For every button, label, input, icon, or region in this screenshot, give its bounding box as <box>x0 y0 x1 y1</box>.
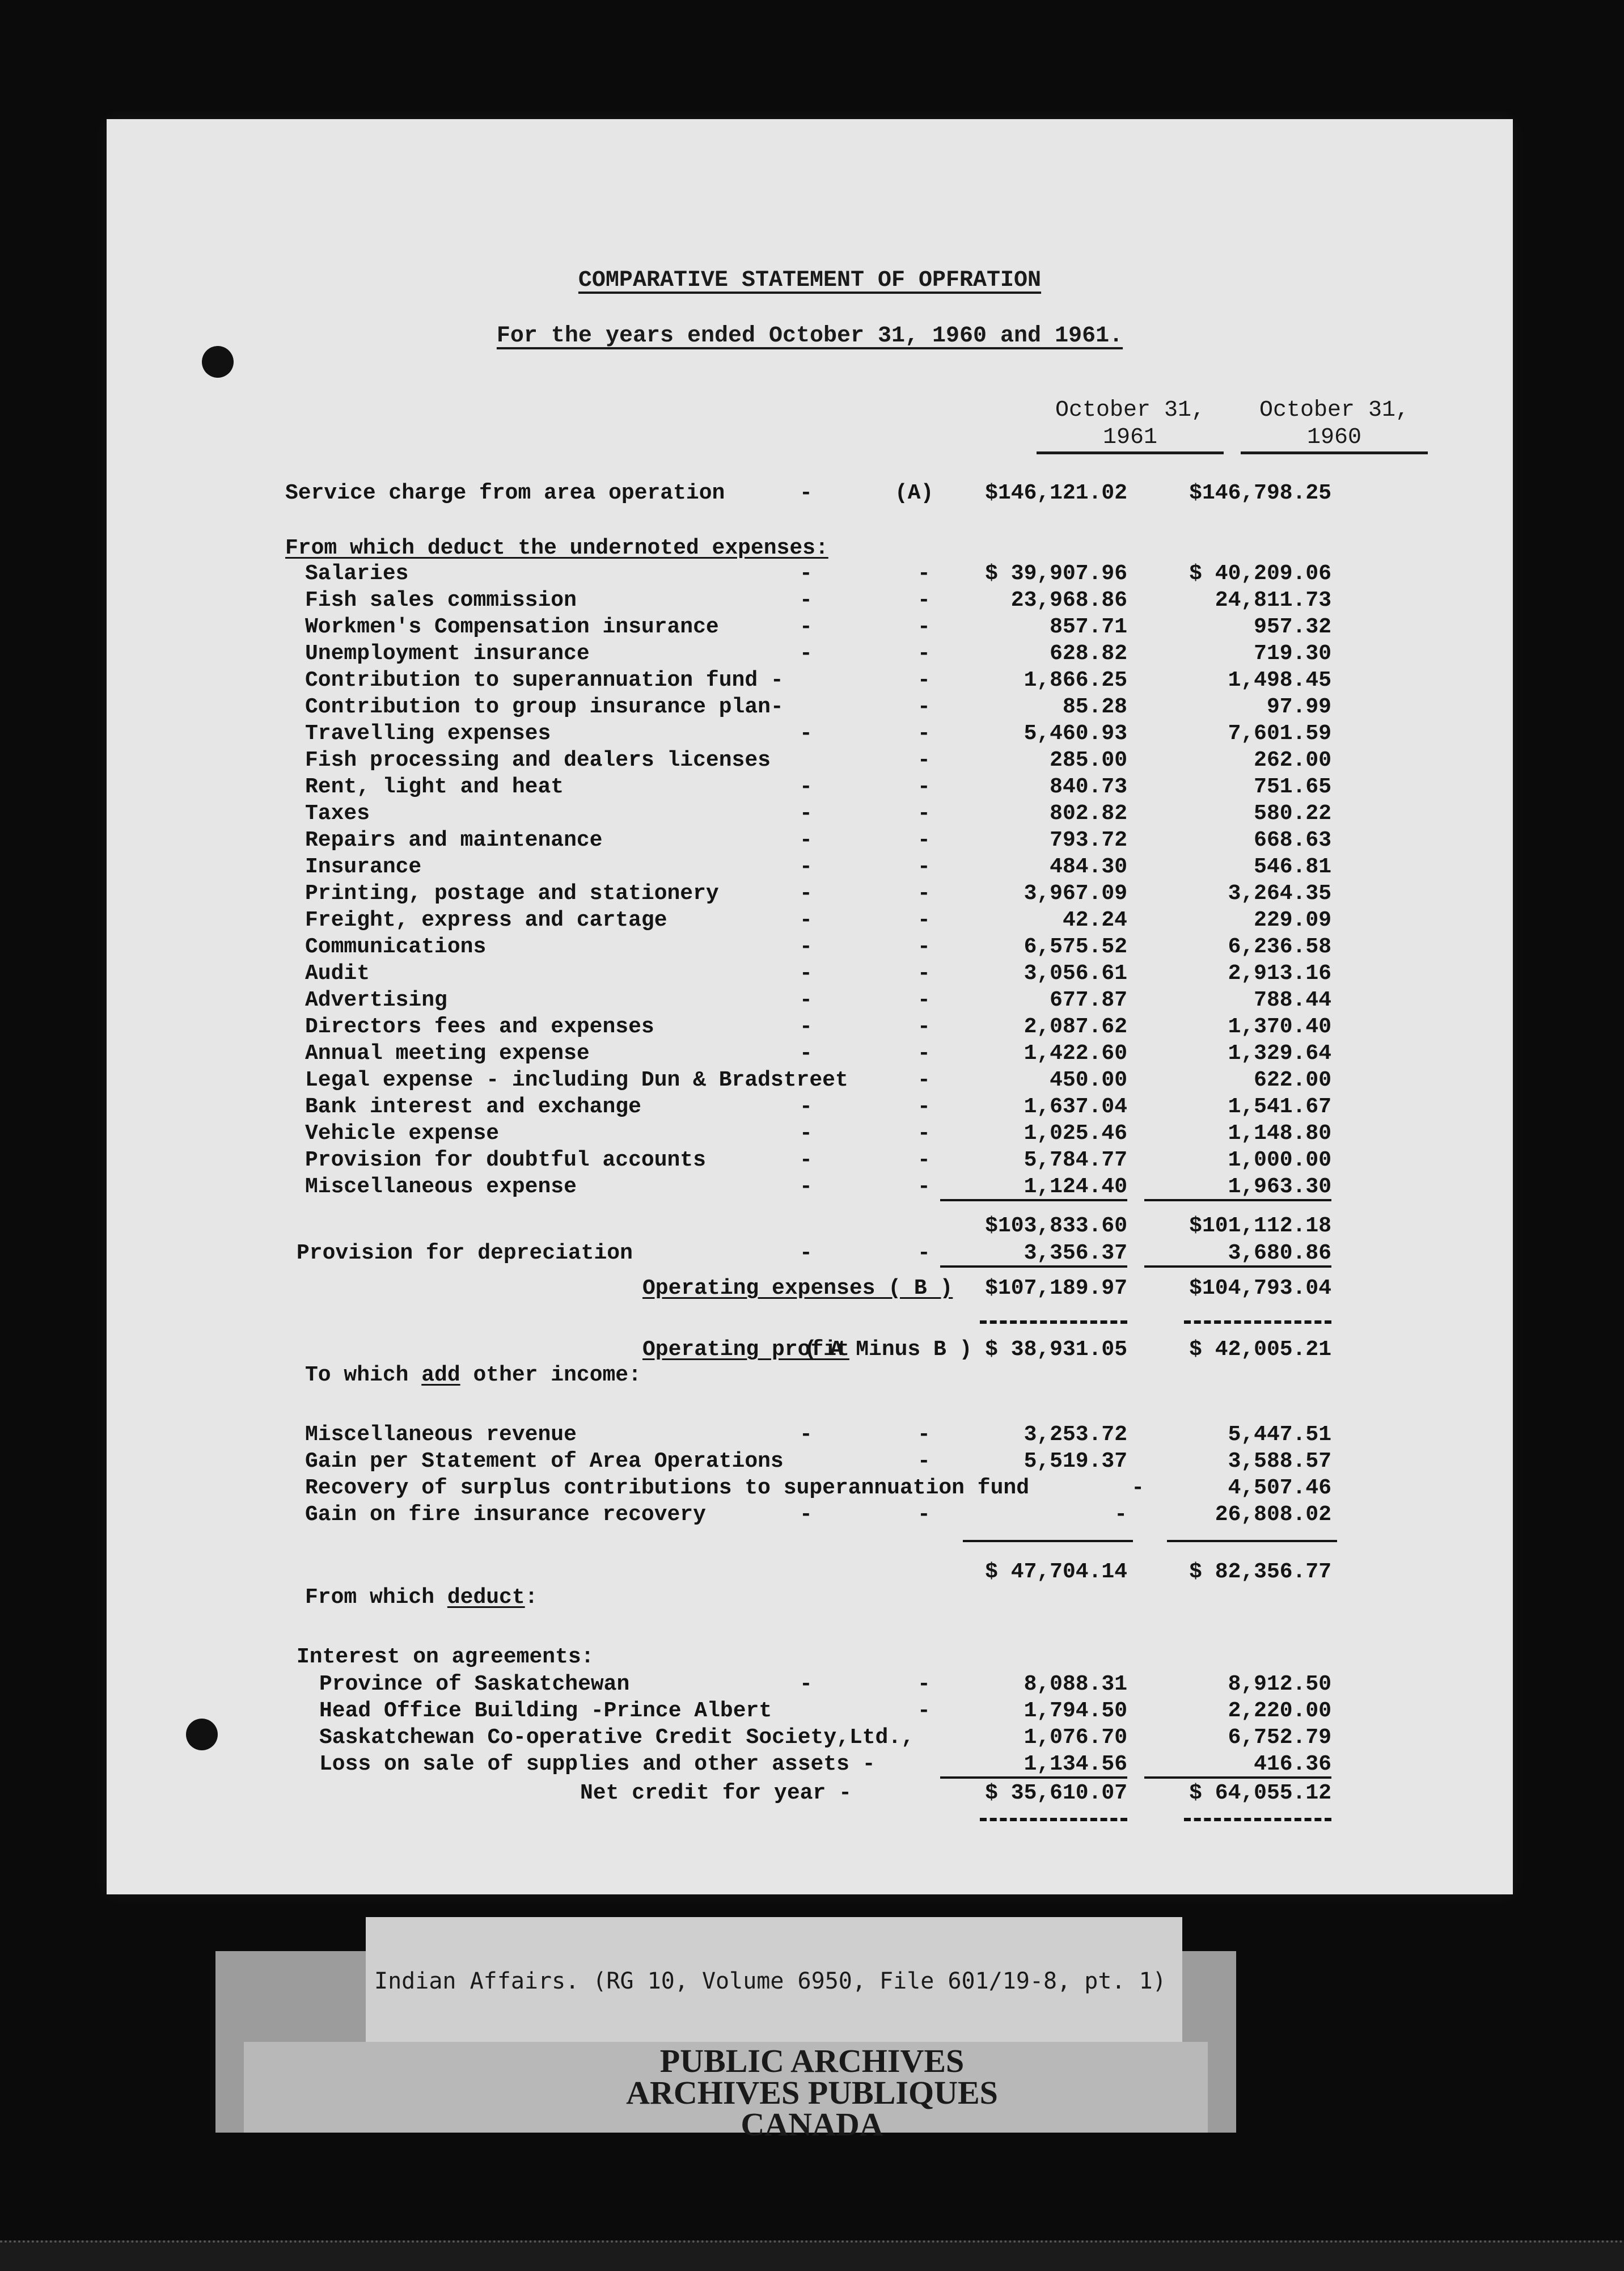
value-1960: 1,963.30 <box>1144 1175 1331 1201</box>
expenses-subtotal-row <box>107 1214 1513 1240</box>
interest-row <box>107 1672 1513 1698</box>
row-label: Operating expenses ( B ) <box>642 1276 953 1301</box>
dash-mark: - <box>917 1449 931 1474</box>
value-1961: - <box>1114 1502 1127 1527</box>
value-1960: 1,541.67 <box>1228 1095 1331 1119</box>
dash-mark: - <box>917 1422 931 1447</box>
total-income-row <box>107 1560 1513 1586</box>
dash-mark: - <box>800 721 813 746</box>
dash-mark: - <box>917 721 931 746</box>
row-label: Province of Saskatchewan <box>319 1672 630 1696</box>
dash-mark: - <box>917 801 931 826</box>
interest-row <box>107 1699 1513 1725</box>
row-label: Gain on fire insurance recovery <box>305 1502 706 1527</box>
dash-mark: - <box>800 481 813 505</box>
expense-row <box>107 988 1513 1014</box>
dash-mark: - <box>917 1068 931 1092</box>
value-1960: 788.44 <box>1254 988 1331 1012</box>
column-header-1961: October 31, 1961 <box>1037 397 1224 454</box>
row-label: Vehicle expense <box>305 1121 500 1146</box>
expense-row <box>107 1068 1513 1094</box>
depreciation-row <box>107 1241 1513 1267</box>
dash-mark: - <box>800 1422 813 1447</box>
value-1961: 8,088.31 <box>1024 1672 1127 1696</box>
expense-row <box>107 855 1513 881</box>
value-1960: 622.00 <box>1254 1068 1331 1092</box>
expense-row <box>107 828 1513 854</box>
value-1960: 5,447.51 <box>1228 1422 1331 1447</box>
value-1960: 719.30 <box>1254 641 1331 666</box>
row-label: Saskatchewan Co-operative Credit Society,Ltd., <box>319 1725 914 1750</box>
value-1960: $ 40,209.06 <box>1189 562 1331 586</box>
row-label: Provision for depreciation <box>297 1241 633 1265</box>
dash-mark: - <box>800 588 813 613</box>
other-income-row <box>107 1476 1513 1502</box>
dash-mark: - <box>917 615 931 639</box>
expense-row <box>107 1175 1513 1201</box>
value-1960: $ 42,005.21 <box>1189 1337 1331 1362</box>
archive-stamp: PUBLIC ARCHIVES ARCHIVES PUBLIQUES CANADA <box>626 2042 998 2143</box>
row-label: Provision for doubtful accounts <box>305 1148 706 1172</box>
dash-mark: - <box>917 1699 931 1723</box>
value-1960: 2,220.00 <box>1228 1699 1331 1723</box>
row-label: Gain per Statement of Area Operations <box>305 1449 784 1474</box>
row-label: Advertising <box>305 988 447 1012</box>
double-underline <box>980 1818 1127 1821</box>
row-label: From which deduct: <box>305 1585 538 1610</box>
dash-mark: - <box>917 1041 931 1066</box>
dash-mark: - <box>800 1175 813 1199</box>
service-charge-row <box>107 481 1513 507</box>
value-1960: 1,148.80 <box>1228 1121 1331 1146</box>
dash-mark: - <box>917 748 931 773</box>
value-1961: 1,637.04 <box>1024 1095 1127 1119</box>
interest-row <box>107 1725 1513 1751</box>
dash-mark: - <box>800 828 813 852</box>
row-label: Taxes <box>305 801 370 826</box>
dash-mark: - <box>917 855 931 879</box>
value-1961: 23,968.86 <box>1010 588 1127 613</box>
punch-hole <box>202 346 234 378</box>
value-1960: 751.65 <box>1254 775 1331 799</box>
value-1960: 3,264.35 <box>1228 881 1331 906</box>
value-1961: 3,967.09 <box>1024 881 1127 906</box>
add-income-heading <box>107 1363 1513 1389</box>
value-1961: 857.71 <box>1050 615 1127 639</box>
emphasis-word: add <box>421 1363 460 1387</box>
expense-row <box>107 668 1513 694</box>
value-1961: 1,124.40 <box>940 1175 1127 1201</box>
expense-row <box>107 748 1513 774</box>
value-1961: 85.28 <box>1062 695 1127 719</box>
value-1961: 5,784.77 <box>1024 1148 1127 1172</box>
dash-mark: - <box>800 1241 813 1265</box>
dash-mark: - <box>917 961 931 986</box>
dash-mark: - <box>917 1121 931 1146</box>
dash-mark: - <box>917 668 931 693</box>
dash-mark: - <box>917 881 931 906</box>
row-label: Net credit for year - <box>580 1781 852 1805</box>
expense-row <box>107 935 1513 961</box>
row-label: Repairs and maintenance <box>305 828 603 852</box>
dash-mark: - <box>917 1015 931 1039</box>
dash-mark: - <box>800 1121 813 1146</box>
row-label: Insurance <box>305 855 422 879</box>
expense-row <box>107 961 1513 987</box>
net-credit-row <box>107 1781 1513 1807</box>
value-1960: 4,507.46 <box>1228 1476 1331 1500</box>
expense-row <box>107 588 1513 614</box>
value-1960: 668.63 <box>1254 828 1331 852</box>
value-1961: 1,422.60 <box>1024 1041 1127 1066</box>
value-1960: 97.99 <box>1266 695 1331 719</box>
dash-mark: - <box>917 935 931 959</box>
interest-row <box>107 1752 1513 1778</box>
archive-reference: Indian Affairs. (RG 10, Volume 6950, File 601/19-8, pt. 1) <box>374 1968 1166 1994</box>
row-label: Miscellaneous revenue <box>305 1422 577 1447</box>
row-label: Communications <box>305 935 487 959</box>
dash-mark: - <box>917 1672 931 1696</box>
row-label: Operating profit <box>642 1337 849 1362</box>
row-label: Interest on agreements: <box>297 1645 594 1669</box>
value-1960: 6,752.79 <box>1228 1725 1331 1750</box>
total-rule <box>963 1540 1133 1542</box>
value-1961: 3,356.37 <box>940 1241 1127 1268</box>
row-label: Audit <box>305 961 370 986</box>
row-label: Annual meeting expense <box>305 1041 590 1066</box>
value-1960: $146,798.25 <box>1189 481 1331 505</box>
value-1960: $ 64,055.12 <box>1189 1781 1331 1805</box>
value-1960: 580.22 <box>1254 801 1331 826</box>
row-label: Bank interest and exchange <box>305 1095 641 1119</box>
value-1961: $ 38,931.05 <box>985 1337 1127 1362</box>
dash-mark: - <box>800 1041 813 1066</box>
value-1960: 229.09 <box>1254 908 1331 932</box>
row-label: Freight, express and cartage <box>305 908 667 932</box>
dash-mark: - <box>800 988 813 1012</box>
dash-mark: - <box>800 1148 813 1172</box>
dash-mark: - <box>917 1095 931 1119</box>
value-1961: 285.00 <box>1050 748 1127 773</box>
value-1961: 628.82 <box>1050 641 1127 666</box>
double-underline <box>980 1320 1127 1324</box>
dash-mark: - <box>800 1672 813 1696</box>
value-1961: 793.72 <box>1050 828 1127 852</box>
dash-mark: - <box>917 695 931 719</box>
value-1960: $104,793.04 <box>1189 1276 1331 1301</box>
value-1961: 3,253.72 <box>1024 1422 1127 1447</box>
interest-heading <box>107 1645 1513 1671</box>
expense-row <box>107 1121 1513 1147</box>
value-1961: 1,794.50 <box>1024 1699 1127 1723</box>
expense-row <box>107 801 1513 828</box>
row-label: Contribution to group insurance plan- <box>305 695 784 719</box>
expense-row <box>107 1148 1513 1174</box>
value-1961: 802.82 <box>1050 801 1127 826</box>
value-1961: 1,866.25 <box>1024 668 1127 693</box>
row-label: Unemployment insurance <box>305 641 590 666</box>
emphasis-word: deduct <box>447 1585 525 1610</box>
row-tag: (A) <box>895 481 934 505</box>
value-1961: $ 47,704.14 <box>985 1560 1127 1584</box>
value-1960: 8,912.50 <box>1228 1672 1331 1696</box>
double-underline <box>1184 1818 1331 1821</box>
other-income-row <box>107 1422 1513 1449</box>
value-1961: - <box>1131 1476 1144 1500</box>
dash-mark: - <box>917 775 931 799</box>
value-1961: 840.73 <box>1050 775 1127 799</box>
value-1961: $ 35,610.07 <box>985 1781 1127 1805</box>
expense-row <box>107 1015 1513 1041</box>
value-1960: 1,370.40 <box>1228 1015 1331 1039</box>
dash-mark: - <box>917 1241 931 1265</box>
value-1961: 450.00 <box>1050 1068 1127 1092</box>
dash-mark: - <box>917 828 931 852</box>
value-1961: $146,121.02 <box>985 481 1127 505</box>
value-1960: $ 82,356.77 <box>1189 1560 1331 1584</box>
statement-title: COMPARATIVE STATEMENT OF OPFRATION <box>578 268 1042 293</box>
dash-mark: - <box>917 1148 931 1172</box>
other-income-row <box>107 1502 1513 1529</box>
operating-expenses-row <box>107 1276 1513 1302</box>
value-1961: 5,519.37 <box>1024 1449 1127 1474</box>
value-1961: 1,134.56 <box>940 1752 1127 1779</box>
expense-row <box>107 721 1513 748</box>
value-1960: 24,811.73 <box>1215 588 1331 613</box>
document-page <box>107 119 1513 1894</box>
row-label: Contribution to superannuation fund - <box>305 668 784 693</box>
film-frame-edge <box>0 2240 1624 2271</box>
value-1960: 3,680.86 <box>1144 1241 1331 1268</box>
row-label: Directors fees and expenses <box>305 1015 654 1039</box>
value-1961: 1,076.70 <box>1024 1725 1127 1750</box>
deduct-heading <box>107 536 1513 562</box>
dash-mark: - <box>800 801 813 826</box>
value-1961: 5,460.93 <box>1024 721 1127 746</box>
row-tag: ( A Minus B ) <box>804 1337 972 1362</box>
column-header-1960: October 31, 1960 <box>1241 397 1428 454</box>
double-underline <box>1184 1320 1331 1324</box>
expense-row <box>107 695 1513 721</box>
expense-row <box>107 908 1513 934</box>
row-label: Legal expense - including Dun & Bradstreet <box>305 1068 848 1092</box>
deduct-heading-2 <box>107 1585 1513 1611</box>
row-label: Fish sales commission <box>305 588 577 613</box>
row-label: To which add other income: <box>305 1363 641 1387</box>
value-1960: 1,329.64 <box>1228 1041 1331 1066</box>
value-1961: 484.30 <box>1050 855 1127 879</box>
value-1960: 262.00 <box>1254 748 1331 773</box>
dash-mark: - <box>917 588 931 613</box>
row-label: Head Office Building -Prince Albert <box>319 1699 772 1723</box>
value-1961: 677.87 <box>1050 988 1127 1012</box>
expense-row <box>107 1095 1513 1121</box>
dash-mark: - <box>917 988 931 1012</box>
value-1960: 3,588.57 <box>1228 1449 1331 1474</box>
value-1960: 6,236.58 <box>1228 935 1331 959</box>
expense-row <box>107 615 1513 641</box>
row-label: Workmen's Compensation insurance <box>305 615 719 639</box>
value-1961: 3,056.61 <box>1024 961 1127 986</box>
dash-mark: - <box>800 615 813 639</box>
row-label: Salaries <box>305 562 409 586</box>
row-label: Service charge from area operation <box>285 481 725 505</box>
dash-mark: - <box>917 562 931 586</box>
row-label: From which deduct the undernoted expenses: <box>285 536 828 560</box>
dash-mark: - <box>800 855 813 879</box>
dash-mark: - <box>800 881 813 906</box>
value-1960: 416.36 <box>1144 1752 1331 1779</box>
dash-mark: - <box>917 1175 931 1199</box>
dash-mark: - <box>800 908 813 932</box>
dash-mark: - <box>800 961 813 986</box>
dash-mark: - <box>800 562 813 586</box>
dash-mark: - <box>800 1015 813 1039</box>
expense-row <box>107 881 1513 907</box>
row-label: Fish processing and dealers licenses <box>305 748 771 773</box>
expense-row <box>107 775 1513 801</box>
other-income-row <box>107 1449 1513 1475</box>
value-1960: 7,601.59 <box>1228 721 1331 746</box>
value-1960: 26,808.02 <box>1215 1502 1331 1527</box>
value-1960: 2,913.16 <box>1228 961 1331 986</box>
dash-mark: - <box>917 1502 931 1527</box>
expense-row <box>107 1041 1513 1067</box>
value-1961: $ 39,907.96 <box>985 562 1127 586</box>
dash-mark: - <box>800 775 813 799</box>
dash-mark: - <box>917 641 931 666</box>
dash-mark: - <box>800 935 813 959</box>
value-1961: 6,575.52 <box>1024 935 1127 959</box>
row-label: Loss on sale of supplies and other assets - <box>319 1752 876 1776</box>
dash-mark: - <box>800 1502 813 1527</box>
row-label: Recovery of surplus contributions to superannuation fund <box>305 1476 1030 1500</box>
expense-row <box>107 562 1513 588</box>
value-1960: 957.32 <box>1254 615 1331 639</box>
value-1960: 1,000.00 <box>1228 1148 1331 1172</box>
operating-profit-row <box>107 1337 1513 1364</box>
dash-mark: - <box>800 1095 813 1119</box>
value-1960: 546.81 <box>1254 855 1331 879</box>
value-1961: $103,833.60 <box>985 1214 1127 1238</box>
statement-subtitle: For the years ended October 31, 1960 and 1961. <box>496 323 1123 349</box>
value-1961: 1,025.46 <box>1024 1121 1127 1146</box>
value-1961: $107,189.97 <box>985 1276 1127 1301</box>
row-label: Travelling expenses <box>305 721 551 746</box>
total-rule <box>1167 1540 1337 1542</box>
value-1960: $101,112.18 <box>1189 1214 1331 1238</box>
dash-mark: - <box>917 908 931 932</box>
value-1960: 1,498.45 <box>1228 668 1331 693</box>
row-label: Rent, light and heat <box>305 775 564 799</box>
expense-row <box>107 641 1513 668</box>
value-1961: 2,087.62 <box>1024 1015 1127 1039</box>
row-label: Printing, postage and stationery <box>305 881 719 906</box>
value-1961: 42.24 <box>1062 908 1127 932</box>
dash-mark: - <box>800 641 813 666</box>
row-label: Miscellaneous expense <box>305 1175 577 1199</box>
